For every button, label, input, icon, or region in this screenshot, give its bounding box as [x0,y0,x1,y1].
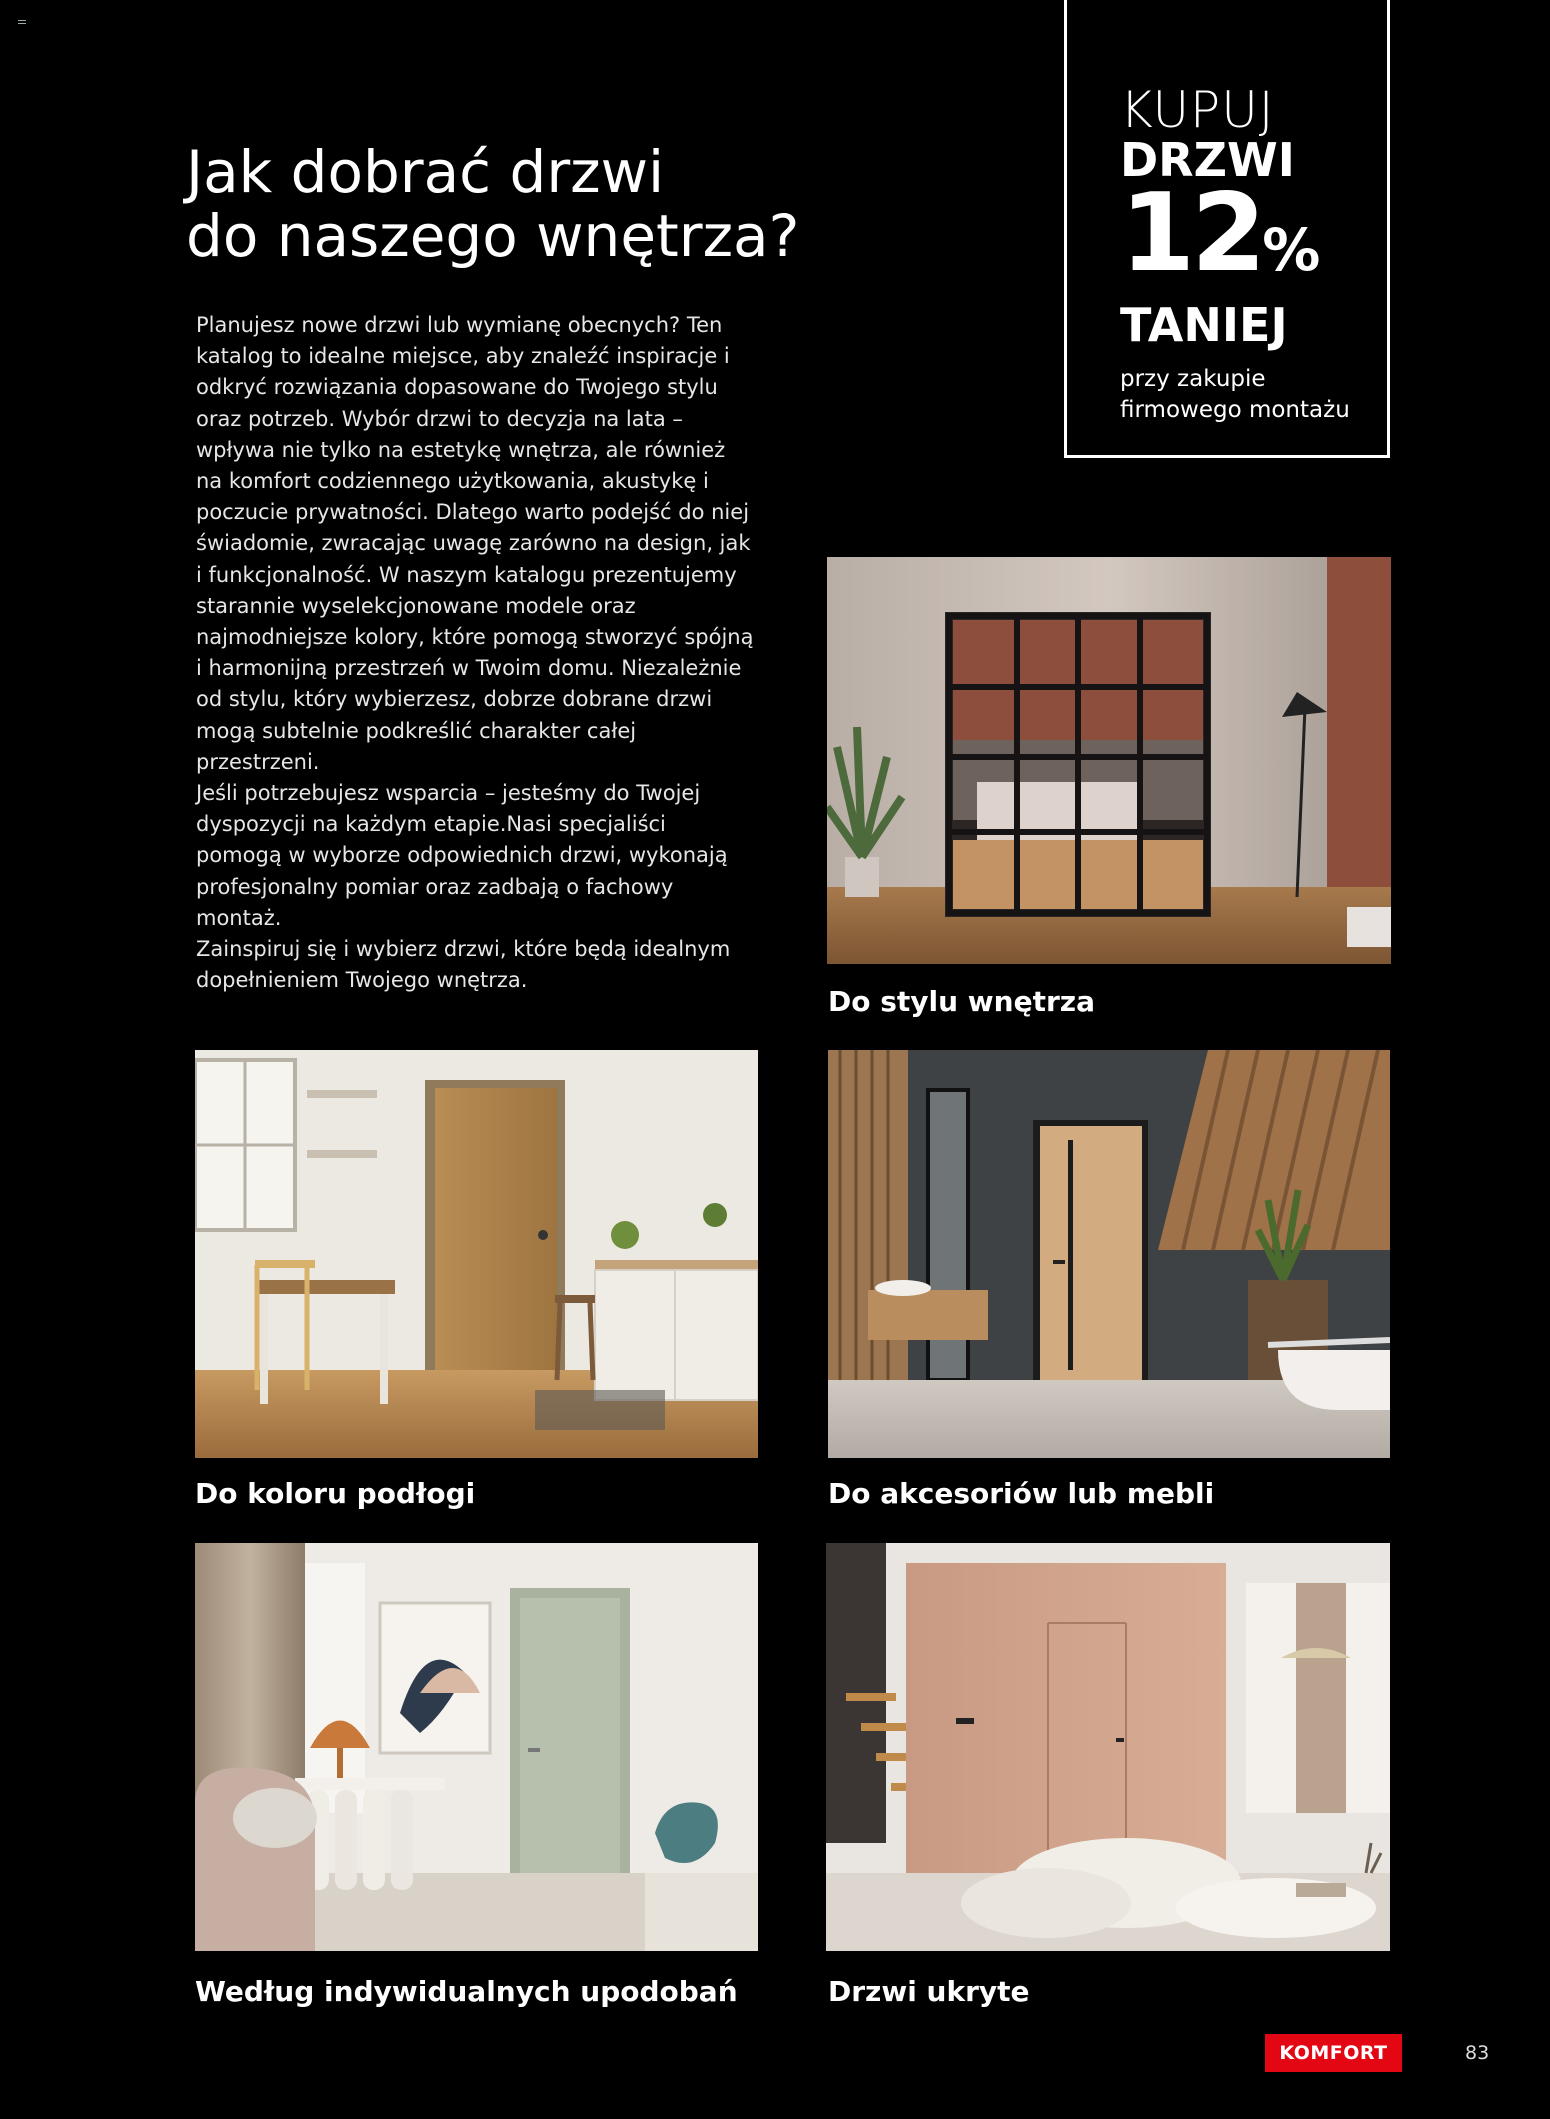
promo-box [1064,0,1390,458]
page-number: 83 [1465,2042,1490,2064]
promo-line3: TANIEJ [1120,298,1288,352]
photo-kitchen-wood-door [195,1050,758,1458]
caption-style: Do stylu wnętrza [828,985,1095,1018]
promo-percent [1120,171,1387,300]
intro-paragraph-2: Jeśli potrzebujesz wsparcia – jesteśmy do Twojej dyspozycji na każdym etapie.Nasi specjaliści pomogą w wyborze odpowiednich drzwi, wykonają profesjonalny pomiar oraz zadbają o fachowy montaż. [196,781,728,930]
intro-paragraph-3: Zainspiruj się i wybierz drzwi, które będą idealnym dopełnieniem Twojego wnętrza. [196,937,731,993]
page-title [186,140,886,268]
photo-hidden-door [826,1543,1390,1951]
intro-paragraph-1: Planujesz nowe drzwi lub wymianę obecnych? Ten katalog to idealne miejsce, aby znaleźć inspiracje i odkryć rozwiązania dopasowane do Twojego stylu oraz potrzeb. Wybór drzwi to decyzja na lata – wpływa nie tylko na estetykę wnętrza, ale również na komfort codziennego użytkowania, akustykę i poczucie prywatności. Dlatego warto podejść do niej świadomie, zwracając uwagę zarówno na design, jak i funkcjonalność. W naszym katalogu prezentujemy starannie wyselekcjonowane modele oraz najmodniejsze kolory, które pomogą stworzyć spójną i harmonijną przestrzeń w Twoim domu. Niezależnie od stylu, który wybierzesz, dobrze dobrane drzwi mogą subtelnie podkreślić charakter całej przestrzeni. [196,313,754,774]
page-title-line1: Jak dobrać drzwi [186,138,665,206]
menu-icon[interactable] [18,20,26,26]
photo-living-sage-door [195,1543,758,1951]
caption-hidden: Drzwi ukryte [828,1975,1030,2008]
photo-loft-glass-door [827,557,1391,964]
promo-line1: KUPUJ [1120,81,1275,139]
komfort-logo: KOMFORT [1265,2034,1402,2072]
caption-floor: Do koloru podłogi [195,1477,476,1510]
caption-accessories: Do akcesoriów lub mebli [828,1477,1215,1510]
promo-note: przy zakupie firmowego montażu [1120,366,1350,423]
intro-text [196,310,756,996]
photo-bathroom-oak-door [828,1050,1390,1458]
promo-line2: DRZWI [1120,133,1295,187]
promo-percent-sign: % [1262,216,1321,284]
caption-individual: Według indywidualnych upodobań [195,1975,738,2008]
page-title-line2: do naszego wnętrza? [186,202,800,270]
promo-percent-value: 12 [1120,171,1263,296]
